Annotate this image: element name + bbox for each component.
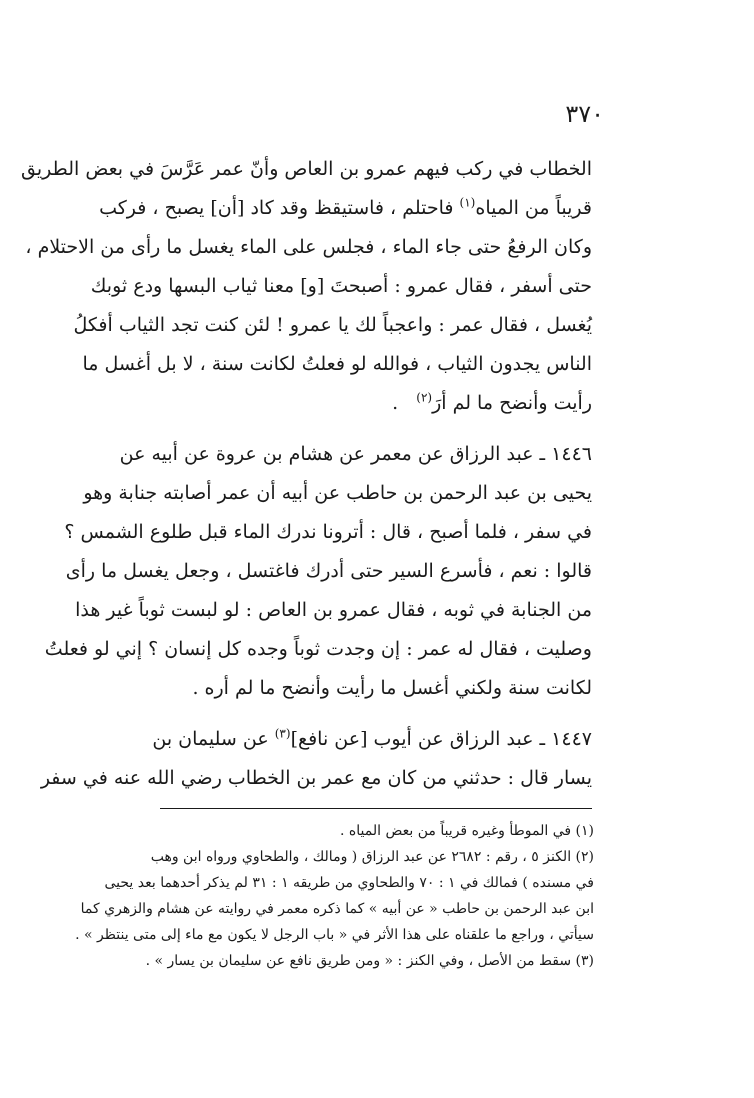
footnote-ref-2[interactable]: (٢) xyxy=(416,390,433,405)
text-line: لكانت سنة ولكني أغسل ما رأيت وأنضح ما لم أره . xyxy=(192,677,592,699)
footnotes xyxy=(75,818,594,974)
text-segment: عن سليمان بن xyxy=(152,728,269,750)
text-line: قالوا : نعم ، فأسرع السير حتى أدرك فاغتسل ، وجعل يغسل ما رأى xyxy=(65,560,592,582)
text-line: الخطاب في ركب فيهم عمرو بن العاص وأنّ عمر عَرَّسَ في بعض الطريق xyxy=(21,158,592,180)
text-line xyxy=(99,189,592,228)
text-segment: فاحتلم ، فاستيقظ وقد كاد [أن] يصبح ، فركب xyxy=(99,197,454,219)
text-line: ١٤٤٦ ـ عبد الرزاق عن معمر عن هشام بن عروة عن أبيه عن xyxy=(119,443,592,465)
text-line: وصليت ، فقال له عمر : إن وجدت ثوباً وجده كل إنسان ؟ إني لو فعلتُ xyxy=(44,638,592,660)
text-segment: . xyxy=(392,392,399,414)
text-line: يسار قال : حدثني من كان مع عمر بن الخطاب رضي الله عنه في سفر xyxy=(40,767,592,789)
footnote-ref-1[interactable]: (١) xyxy=(459,195,476,210)
text-line xyxy=(162,384,592,423)
page-number: ٣٧٠ xyxy=(565,100,604,128)
text-line: حتى أسفر ، فقال عمرو : أصبحتَ [و] معنا ثياب البسها ودع ثوبك xyxy=(90,275,592,297)
text-line: يحيى بن عبد الرحمن بن حاطب عن أبيه أن عمر أصابته جنابة وهو xyxy=(83,482,592,504)
footnote-ref-3[interactable]: (٣) xyxy=(274,726,291,741)
paragraph-gap xyxy=(162,708,592,720)
text-line: من الجنابة في ثوبه ، فقال عمرو بن العاص : لو لبست ثوباً غير هذا xyxy=(75,599,592,621)
footnote-line: ابن عبد الرحمن بن حاطب « عن أبيه » كما ذكره معمر في روايته عن هشام والزهري كما xyxy=(80,901,594,917)
text-line: يُغسل ، فقال عمر : واعجباً لك يا عمرو ! لئن كنت تجد الثياب أفكلُ xyxy=(73,314,592,336)
paragraph-gap xyxy=(162,423,592,435)
text-segment: قريباً من المياه xyxy=(475,197,592,219)
text-segment: ١٤٤٧ ـ عبد الرزاق عن أيوب [عن نافع] xyxy=(290,728,592,750)
footnote-line: (٢) الكنز ٥ ، رقم : ٢٦٨٢ عن عبد الرزاق ( ومالك ، والطحاوي ورواه ابن وهب xyxy=(150,849,594,865)
footnote-divider xyxy=(160,808,592,809)
text-line: الناس يجدون الثياب ، فوالله لو فعلتُ لكانت سنة ، لا بل أغسل ما xyxy=(82,353,592,375)
footnote-line: سيأتي ، وراجع ما علقناه على هذا الأثر في « باب الرجل لا يكون مع ماء إلى متى ينتظر » . xyxy=(75,927,594,943)
footnote-line: (١) في الموطأ وغيره قريباً من بعض المياه . xyxy=(340,823,594,839)
footnote-line: في مسنده ) فمالك في ١ : ٧٠ والطحاوي من طريقه ١ : ٣١ لم يذكر أحدهما بعد يحيى xyxy=(104,875,594,891)
main-text xyxy=(21,150,592,798)
footnote-line: (٣) سقط من الأصل ، وفي الكنز : « ومن طريق نافع عن سليمان بن يسار » . xyxy=(145,953,594,969)
text-line: وكان الرفعُ حتى جاء الماء ، فجلس على الماء يغسل ما رأى من الاحتلام ، xyxy=(25,236,592,258)
text-line: في سفر ، فلما أصبح ، قال : أترونا ندرك الماء قبل طلوع الشمس ؟ xyxy=(64,521,592,543)
text-segment: رأيت وأنضح ما لم أرَ xyxy=(432,392,592,414)
text-line xyxy=(152,720,592,759)
